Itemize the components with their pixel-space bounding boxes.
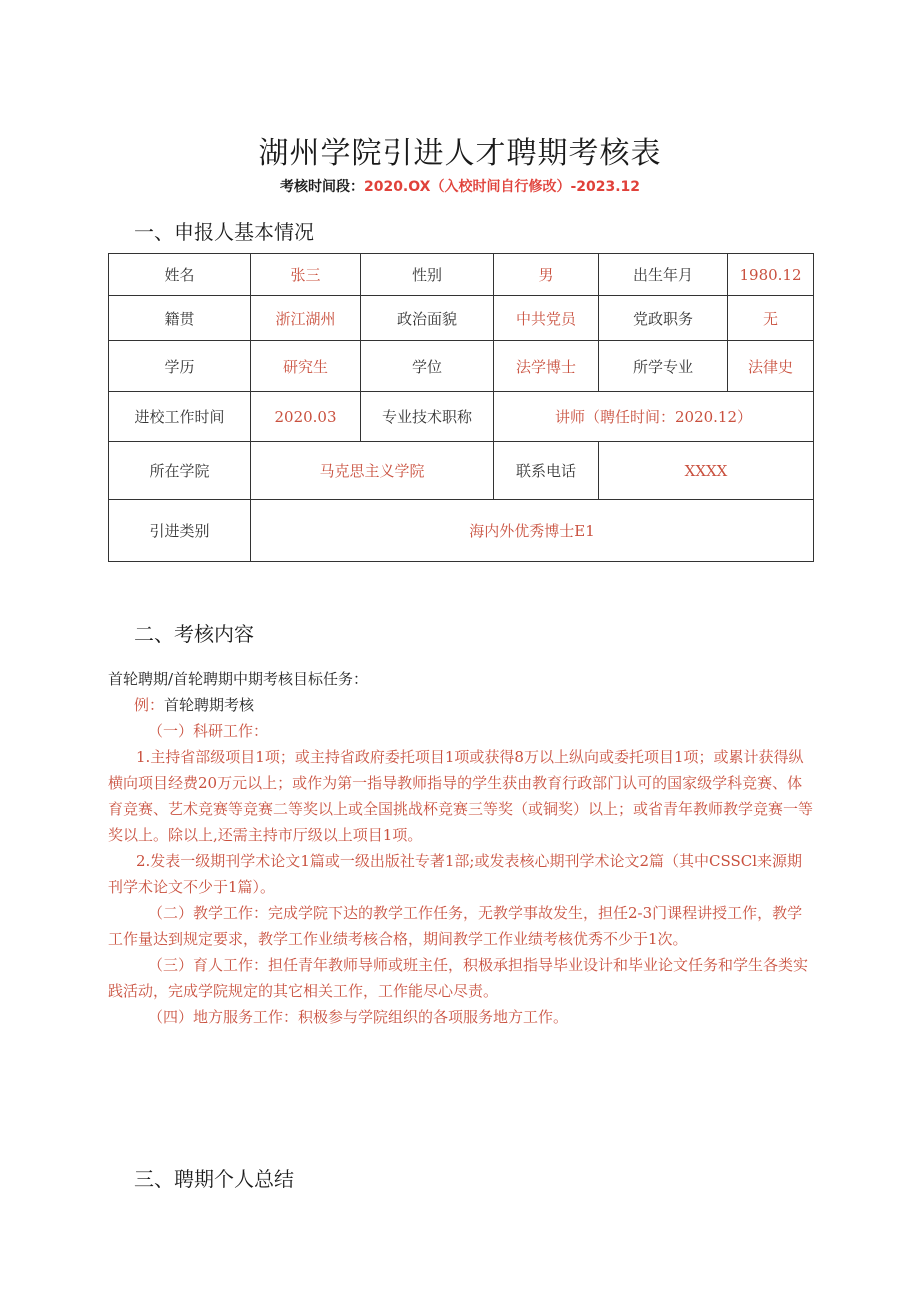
assessment-period [0,176,920,196]
table-row [109,500,814,562]
edu-label: 学历 [109,341,251,392]
example-label: 例： [134,696,165,714]
title-value: 讲师（聘任时间：2020.12） [494,392,814,442]
degree-value: 法学博士 [494,341,599,392]
gender-value: 男 [494,254,599,296]
example-value: 首轮聘期考核 [164,696,255,714]
party-post-label: 党政职务 [599,296,728,341]
table-row [109,341,814,392]
period-label: 考核时间段： [279,179,364,195]
title-label: 专业技术职称 [361,392,494,442]
birth-value: 1980.12 [728,254,814,296]
section3-heading: 三、聘期个人总结 [134,1167,294,1191]
section1-heading: 一、申报人基本情况 [134,220,314,244]
phone-label: 联系电话 [494,442,599,500]
education-text: （三）育人工作：担任青年教师导师或班主任，积极承担指导毕业设计和毕业论文任务和学生各类实践活动，完成学院规定的其它相关工作，工作能尽心尽责。 [108,956,809,1000]
table-row [109,442,814,500]
table-row [109,254,814,296]
name-value: 张三 [251,254,361,296]
party-post-value: 无 [728,296,814,341]
political-value: 中共党员 [494,296,599,341]
political-label: 政治面貌 [361,296,494,341]
page-title: 湖州学院引进人才聘期考核表 [258,136,662,171]
entry-value: 2020.03 [251,392,361,442]
basic-info-table [108,253,814,562]
example-line [108,692,813,718]
period-value: 2020.OX（入校时间自行修改）-2023.12 [363,179,641,195]
teaching-text: （二）教学工作：完成学院下达的教学工作任务，无教学事故发生，担任2-3门课程讲授工作，教学工作量达到规定要求，教学工作业绩考核合格，期间教学工作业绩考核优秀不少于1次。 [108,904,803,948]
gender-label: 性别 [361,254,494,296]
native-value: 浙江湖州 [251,296,361,341]
college-label: 所在学院 [109,442,251,500]
type-value: 海内外优秀博士E1 [251,500,814,562]
birth-label: 出生年月 [599,254,728,296]
assessment-content [108,666,813,1030]
table-row [109,392,814,442]
service-text: （四）地方服务工作：积极参与学院组织的各项服务地方工作。 [148,1008,569,1026]
native-label: 籍贯 [109,296,251,341]
college-value: 马克思主义学院 [251,442,494,500]
phone-value: XXXX [599,442,814,500]
entry-label: 进校工作时间 [109,392,251,442]
research-heading: （一）科研工作： [148,722,269,740]
type-label: 引进类别 [109,500,251,562]
intro-text: 首轮聘期/首轮聘期中期考核目标任务： [108,670,369,688]
research-item-2: 2.发表一级期刊学术论文1篇或一级出版社专著1部;或发表核心期刊学术论文2篇（其中CSSCl来源期刊学术论文不少于1篇）。 [108,852,803,896]
major-label: 所学专业 [599,341,728,392]
edu-value: 研究生 [251,341,361,392]
name-label: 姓名 [109,254,251,296]
degree-label: 学位 [361,341,494,392]
table-row [109,296,814,341]
research-item-1: 1.主持省部级项目1项；或主持省政府委托项目1项或获得8万以上纵向或委托项目1项；或累计获得纵横向项目经费20万元以上；或作为第一指导教师指导的学生获由教育行政部门认可的国家级学科竞赛、体育竞赛、艺术竞赛等竞赛二等奖以上或全国挑战杯竞赛三等奖（或铜奖）以上；或省青年教师教学竞赛一等奖以上。除以上,还需主持市厅级以上项目1项。 [108,748,814,844]
major-value: 法律史 [728,341,814,392]
section2-heading: 二、考核内容 [134,622,254,646]
